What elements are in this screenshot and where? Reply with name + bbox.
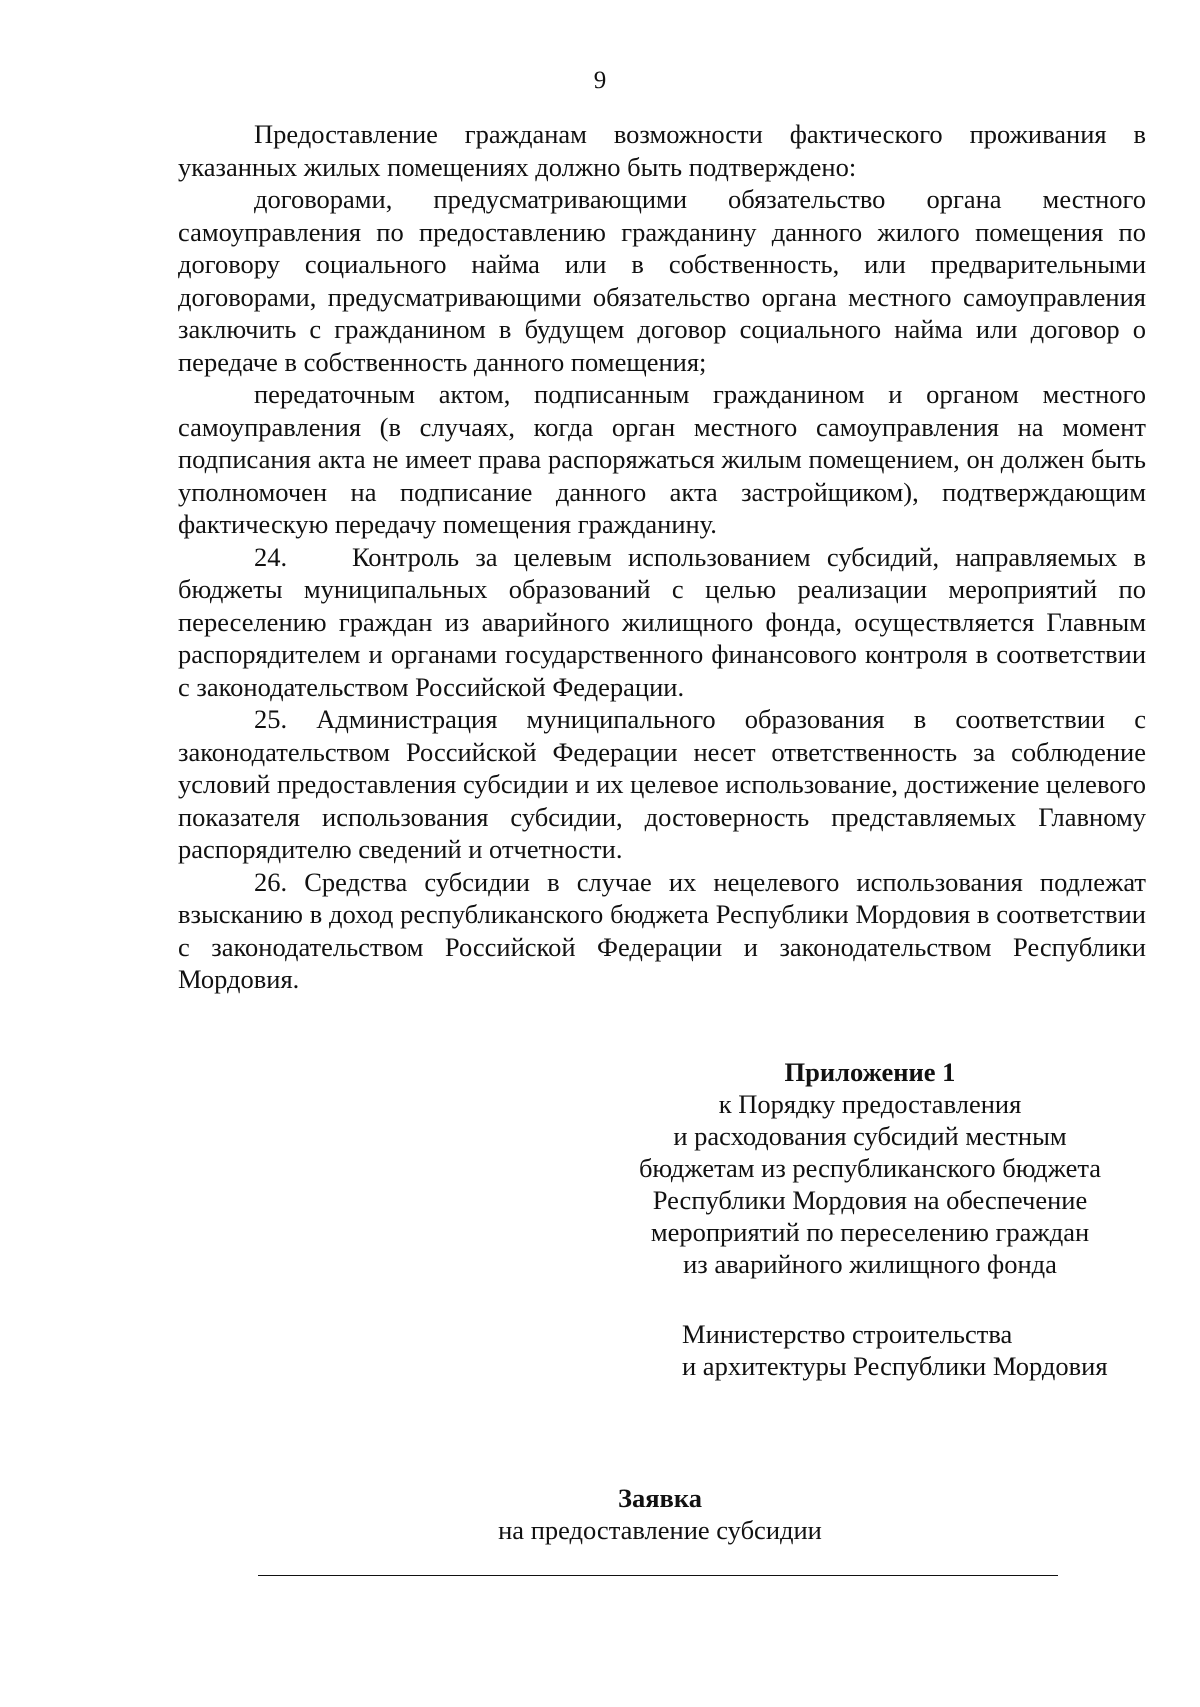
addressee-line: Министерство строительства [682, 1319, 1013, 1349]
addressee-block [682, 1318, 1162, 1382]
request-heading [0, 1482, 1200, 1546]
page-number: 9 [593, 67, 607, 94]
appendix-line: и расходования субсидий местным [673, 1121, 1067, 1151]
paragraph-confirmation: Предоставление гражданам возможности фактического проживания в указанных жилых помещениях должно быть подтверждено: [178, 119, 1146, 182]
addressee-line: и архитектуры Республики Мордовия [682, 1351, 1108, 1381]
request-title: Заявка [617, 1483, 702, 1513]
appendix-line: из аварийного жилищного фонда [683, 1249, 1057, 1279]
appendix-title: Приложение 1 [784, 1057, 956, 1087]
appendix-line: бюджетам из республиканского бюджета [638, 1153, 1102, 1183]
paragraph-26: 26. Средства субсидии в случае их нецелевого использования подлежат взысканию в доход республиканского бюджета Республики Мордовия в соответствии с законодательством Российской Федерации и законодательством Республики Мордовия. [178, 866, 1146, 994]
fill-in-line [258, 1575, 1058, 1576]
paragraph-24: 24. Контроль за целевым использованием субсидий, направляемых в бюджеты муниципальных образований с целью реализации мероприятий по переселению граждан из аварийного жилищного фонда, осуществляется Главным распорядителем и органами государственного финансового контроля в соответствии с законодательством Российской Федерации. [178, 541, 1146, 702]
paragraph-transfer-act: передаточным актом, подписанным гражданином и органом местного самоуправления (в случаях, когда орган местного самоуправления на момент подписания акта не имеет права распоряжаться жилым помещением, он должен быть уполномочен на подписание данного акта застройщиком), подтверждающим фактическую передачу помещения гражданину. [178, 379, 1146, 539]
paragraph-25: 25. Администрация муниципального образования в соответствии с законодательством Российской Федерации несет ответственность за соблюдение условий предоставления субсидии и их целевое использование, достижение целевого показателя использования субсидии, достоверность представляемых Главному распорядителю сведений и отчетности. [178, 704, 1146, 864]
appendix-line: мероприятий по переселению граждан [650, 1217, 1090, 1247]
appendix-line: Республики Мордовия на обеспечение [652, 1185, 1088, 1215]
appendix-block [600, 1056, 1140, 1280]
request-subtitle: на предоставление субсидии [498, 1515, 822, 1545]
paragraph-contracts: договорами, предусматривающими обязательство органа местного самоуправления по предоставлению гражданину данного жилого помещения по договору социального найма или в собственность, или предварительными договорами, предусматривающими обязательство органа местного самоуправления заключить с гражданином в будущем договор социального найма или договор о передаче в собственность данного помещения; [178, 184, 1146, 377]
appendix-line: к Порядку предоставления [718, 1089, 1022, 1119]
body-text [178, 118, 1146, 996]
